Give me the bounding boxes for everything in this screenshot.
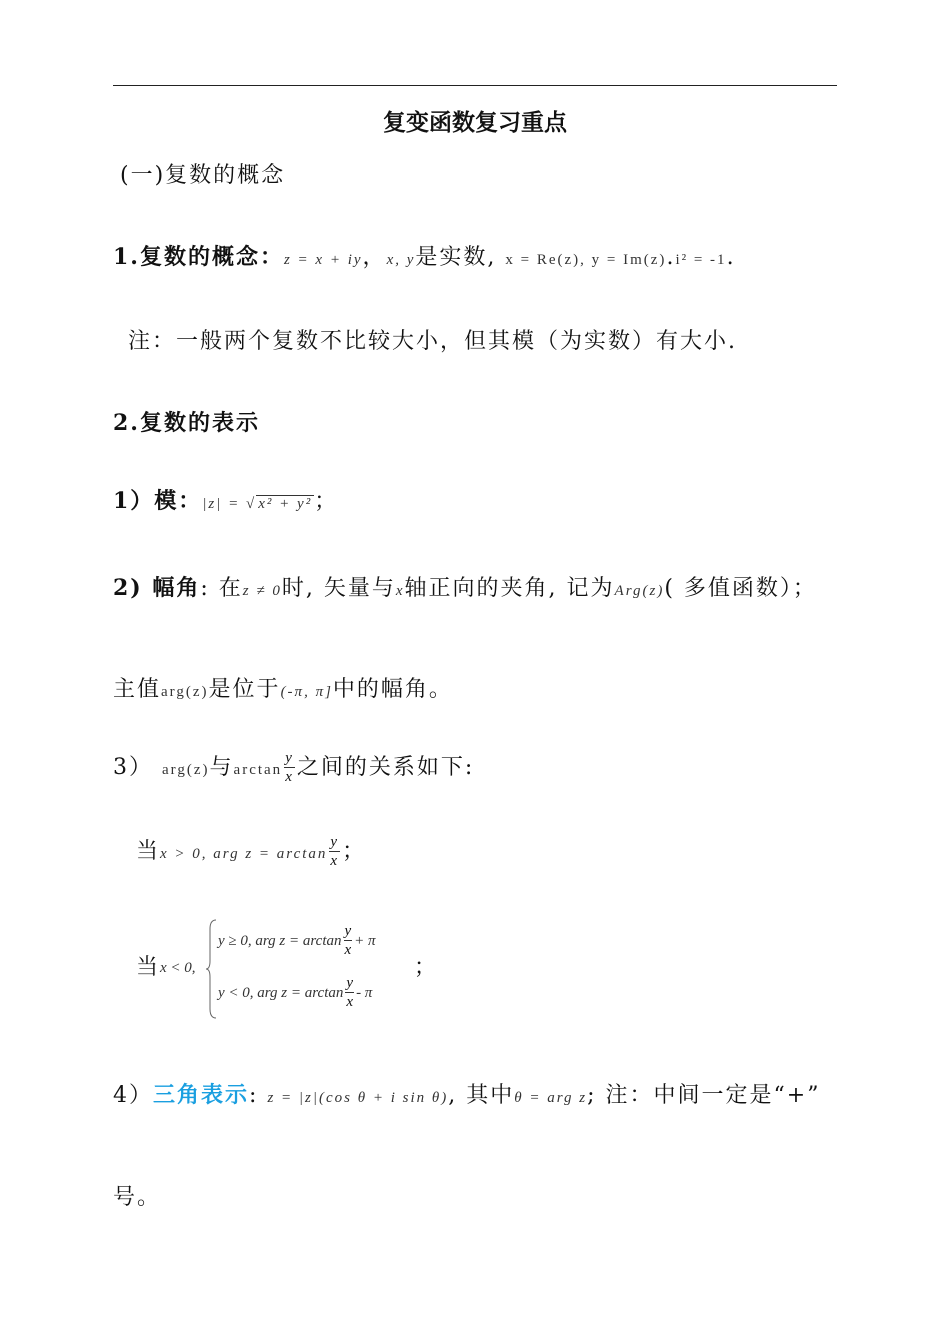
section-heading: (一)复数的概念 (120, 163, 286, 188)
principal-value-line (113, 672, 453, 703)
case-positive-fraction (329, 835, 340, 869)
definition-line (113, 240, 736, 271)
case-line-1-fraction (344, 924, 353, 958)
separator: ， (362, 245, 387, 270)
modulus-label: 1）模： (113, 488, 203, 514)
case-negative-line-1 (218, 924, 376, 958)
case-line-1-end: + π (354, 933, 376, 949)
formula-i-squared: i² = -1 (675, 252, 727, 268)
principal-text-2: 是位于 (208, 677, 281, 702)
fraction-denominator: x (330, 853, 340, 869)
fraction-numerator: y (285, 750, 294, 766)
case-negative-when: 当 (136, 955, 161, 980)
relation-line (113, 750, 474, 785)
case-line-1-formula: y ≥ 0, arg z = arctan (218, 933, 342, 949)
definition-label: 1.复数的概念： (113, 244, 284, 270)
fraction-denominator: x (346, 994, 354, 1010)
dot: . (666, 245, 676, 270)
formula-z-def: z = x + iy (283, 252, 363, 268)
case-line-2-end: - π (356, 985, 373, 1001)
top-rule (113, 85, 837, 86)
trig-colon: : (249, 1083, 259, 1108)
argument-line (113, 571, 817, 602)
formula-arg-z: arg(z) (162, 762, 210, 778)
modulus-lhs: |z| = √ (202, 496, 257, 512)
page-title: 复变函数复习重点 (383, 109, 567, 136)
relation-label: 3） (113, 755, 153, 780)
modulus-line (113, 484, 338, 515)
formula-interval: (-π, π] (280, 684, 333, 700)
case-positive-end: ； (342, 839, 367, 864)
fraction-numerator: y (344, 923, 352, 939)
trig-form-highlight: 三角表示 (153, 1082, 250, 1108)
modulus-end: ； (314, 489, 339, 514)
trig-text-end: 号。 (113, 1185, 162, 1210)
formula-x: x (395, 583, 405, 599)
case-negative-end: ； (414, 955, 439, 980)
fraction-denominator: x (344, 942, 352, 958)
case-positive-line (136, 834, 366, 869)
argument-text-4: ( 多值函数）； (664, 576, 817, 601)
formula-trig: z = |z|(cos θ + i sin θ) (267, 1090, 449, 1106)
trig-form-line (113, 1078, 820, 1109)
fraction-numerator: y (330, 834, 340, 850)
left-brace (205, 919, 217, 1019)
case-line-2-fraction (345, 976, 354, 1010)
case-line-2-formula: y < 0, arg z = arctan (218, 985, 344, 1001)
formula-re-im: x = Re(z), y = Im(z) (505, 252, 667, 268)
text-real: 是实数, (415, 245, 497, 270)
trig-text-2: ; 注：中间一定是“+” (587, 1083, 821, 1108)
case-negative-line-2 (218, 976, 372, 1010)
modulus-radicand: x² + y² (258, 496, 313, 512)
fraction-numerator: y (346, 975, 354, 991)
formula-theta: θ = arg z (514, 1090, 588, 1106)
formula-z-nonzero: z ≠ 0 (242, 583, 282, 599)
case-negative-condition: x < 0, (160, 960, 196, 976)
end-dot: . (726, 245, 736, 270)
fraction-y-over-x (284, 751, 295, 785)
note-comparison: 注：一般两个复数不比较大小，但其模（为实数）有大小. (128, 329, 737, 354)
principal-text-1: 主值 (113, 677, 162, 702)
case-positive-when: 当 (136, 839, 161, 864)
argument-text-1: : 在 (200, 576, 243, 601)
representation-heading: 2.复数的表示 (113, 410, 260, 436)
formula-Arg: Arg(z) (614, 583, 665, 599)
trig-text-1: , 其中 (448, 1083, 515, 1108)
trig-label: 4） (113, 1083, 153, 1108)
relation-text-1: 与 (209, 755, 234, 780)
fraction-denominator: x (285, 769, 294, 785)
case-positive-formula: x > 0, arg z = arctan (160, 846, 328, 862)
formula-arctan: arctan (233, 762, 283, 778)
formula-arg: arg(z) (161, 684, 209, 700)
argument-label: 2) 幅角 (113, 575, 201, 601)
formula-xy: x, y (386, 252, 416, 268)
argument-text-2: 时, 矢量与 (281, 576, 396, 601)
principal-text-3: 中的幅角。 (332, 677, 453, 702)
relation-text-2: 之间的关系如下: (296, 755, 475, 780)
argument-text-3: 轴正向的夹角, 记为 (404, 576, 615, 601)
